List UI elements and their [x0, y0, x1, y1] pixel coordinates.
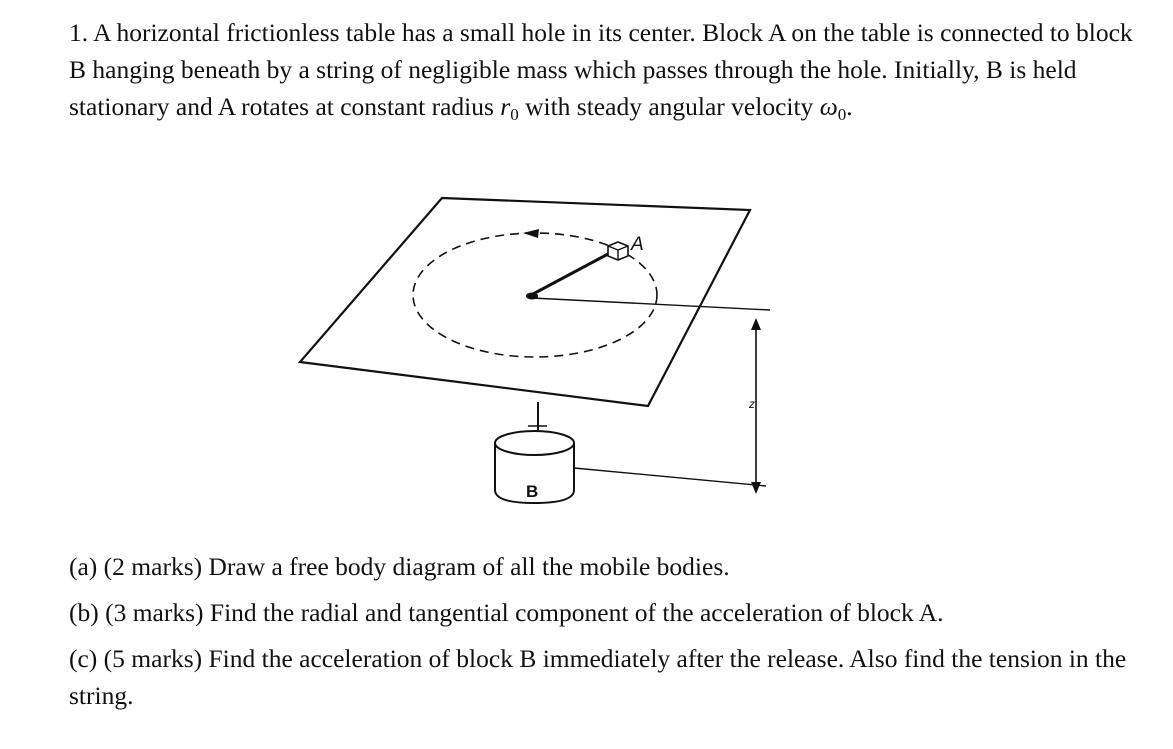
problem-text-middle: with steady angular velocity: [518, 92, 820, 121]
label-a: A: [631, 234, 644, 255]
label-b: B: [526, 482, 539, 501]
table-surface: [300, 198, 750, 406]
part-a: (a) (2 marks) Draw a free body diagram of all the mobile bodies.: [69, 552, 730, 581]
z-arrow-up-icon: [751, 318, 761, 330]
block-b-level-line: [574, 468, 766, 486]
omega-symbol: ω: [819, 92, 838, 121]
string-on-table: [533, 254, 608, 294]
label-z: z: [749, 397, 755, 411]
z-arrow-down-icon: [751, 482, 761, 494]
block-a: [608, 242, 628, 260]
problem-number: 1.: [69, 18, 89, 47]
table-level-line: [532, 298, 770, 310]
direction-arrow-icon: [523, 229, 539, 238]
radius-subscript: 0: [510, 105, 519, 124]
problem-text-end: .: [846, 92, 853, 121]
omega-subscript: 0: [837, 105, 847, 124]
problem-text-intro: A horizontal frictionless table has a small hole in its center. Block A on the table is connected to block B hanging beneath by a string of negligible mass which passes through the hole. Initially, B is held stationary and A rotates at constant radius: [69, 18, 1133, 121]
question-parts: [69, 548, 1149, 714]
part-b: (b) (3 marks) Find the radial and tangential component of the acceleration of block A.: [69, 598, 944, 627]
table-diagram: [290, 190, 790, 510]
problem-statement: [69, 14, 1149, 125]
radius-symbol: r: [500, 92, 511, 121]
part-c: (c) (5 marks) Find the acceleration of block B immediately after the release. Also find the tension in the string.: [69, 644, 1127, 710]
